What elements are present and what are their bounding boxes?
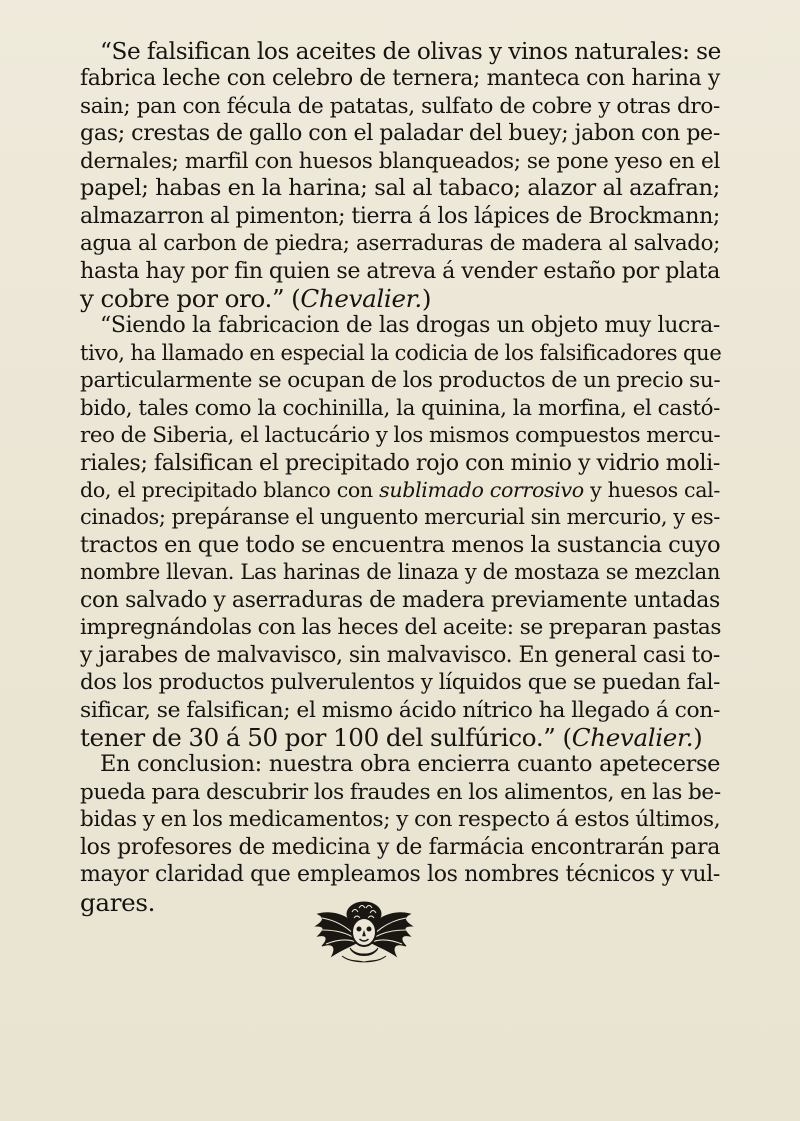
text-line (80, 258, 720, 285)
text-line (80, 93, 720, 120)
line-text: papel; habas en la harina; sal al tabaco; alazor al azafran; (80, 175, 720, 202)
line-text-suffix: y huesos cal- (583, 478, 721, 502)
text-line (80, 559, 720, 586)
text-line (80, 38, 720, 65)
line-text: gas; crestas de gallo con el paladar del buey; jabon con pe- (80, 120, 720, 147)
text-line (80, 395, 720, 422)
text-line (80, 642, 720, 669)
line-text-suffix: ) (421, 283, 432, 313)
text-line (80, 751, 720, 778)
text-line (80, 532, 720, 559)
line-text: y cobre por oro.” ( (80, 283, 301, 313)
line-text: sificar, se falsifican; el mismo ácido nítrico ha llegado á con- (80, 697, 720, 723)
italic-text: Chevalier. (571, 722, 694, 752)
line-text: impregnándolas con las heces del aceite: se preparan pastas (80, 615, 722, 641)
text-line (80, 724, 720, 751)
line-text: agua al carbon de piedra; aserraduras de madera al salvado; (80, 231, 720, 257)
text-line (80, 697, 720, 724)
text-line (80, 312, 720, 339)
line-text: tractos en que todo se encuentra menos la sustancia cuyo (80, 531, 721, 558)
line-text: dernales; marfil con huesos blanqueados; se pone yeso en el (80, 148, 720, 174)
text-line (80, 477, 720, 504)
italic-text: sublimado corrosivo (379, 478, 584, 502)
line-text: los profesores de medicina y de farmácia encontrarán para (80, 834, 720, 860)
text-line (80, 806, 720, 833)
line-text: “Siendo la fabricacion de las drogas un objeto muy lucra- (100, 313, 720, 339)
line-text: gares. (80, 887, 156, 917)
line-text: sain; pan con fécula de patatas, sulfato de cobre y otras dro- (80, 93, 720, 119)
line-text: con salvado y aserraduras de madera previamente untadas (80, 587, 720, 613)
text-line (80, 504, 720, 531)
line-text: tivo, ha llamado en especial la codicia de los falsificadores que (80, 340, 722, 365)
line-text: y jarabes de malvavisco, sin malvavisco. En general casi to- (80, 642, 720, 668)
line-text: nombre llevan. Las harinas de linaza y de mostaza se mezclan (80, 560, 720, 585)
text-line (80, 340, 720, 367)
text-line (80, 614, 720, 641)
text-line (80, 779, 720, 806)
line-text: riales; falsifican el precipitado rojo con minio y vidrio moli- (80, 449, 720, 476)
line-text: bido, tales como la cochinilla, la quinina, la morfina, el castó- (80, 395, 720, 421)
text-line (80, 285, 720, 312)
line-text: particularmente se ocupan de los productos de un precio su- (80, 368, 721, 394)
line-text: En conclusion: nuestra obra encierra cuanto apetecerse (100, 751, 720, 778)
text-line (80, 367, 720, 394)
line-text: mayor claridad que empleamos los nombres técnicos y vul- (80, 862, 720, 888)
text-line (80, 203, 720, 230)
line-text: “Se falsifican los aceites de olivas y vinos naturales: se (100, 38, 722, 65)
text-line (80, 450, 720, 477)
line-text: do, el precipitado blanco con (80, 478, 380, 502)
text-line (80, 669, 720, 696)
line-text: dos los productos pulverulentos y líquidos que se puedan fal- (80, 670, 720, 696)
body-text (80, 38, 720, 916)
text-line (80, 230, 720, 257)
text-line (80, 861, 720, 888)
text-line (80, 120, 720, 147)
line-text: reo de Siberia, el lactucário y los mismos compuestos mercu- (80, 423, 721, 449)
text-line (80, 148, 720, 175)
line-text: fabrica leche con celebro de ternera; manteca con harina y (80, 66, 720, 92)
line-text: almazarron al pimenton; tierra á los lápices de Brockmann; (80, 203, 720, 229)
text-line (80, 175, 720, 202)
line-text: hasta hay por fin quien se atreva á vender estaño por plata (80, 257, 720, 284)
line-text-suffix: ) (693, 722, 703, 752)
cherub-head-ornament-icon (312, 896, 416, 966)
text-line (80, 587, 720, 614)
text-line (80, 65, 720, 92)
text-line (80, 834, 720, 861)
italic-text: Chevalier. (300, 283, 422, 313)
line-text: pueda para descubrir los fraudes en los alimentos, en las be- (80, 779, 721, 805)
line-text: bidas y en los medicamentos; y con respecto á estos últimos, (80, 807, 721, 833)
line-text: tener de 30 á 50 por 100 del sulfúrico.” ( (80, 722, 572, 752)
line-text: cinados; prepáranse el unguento mercurial sin mercurio, y es- (80, 505, 720, 530)
text-line (80, 422, 720, 449)
